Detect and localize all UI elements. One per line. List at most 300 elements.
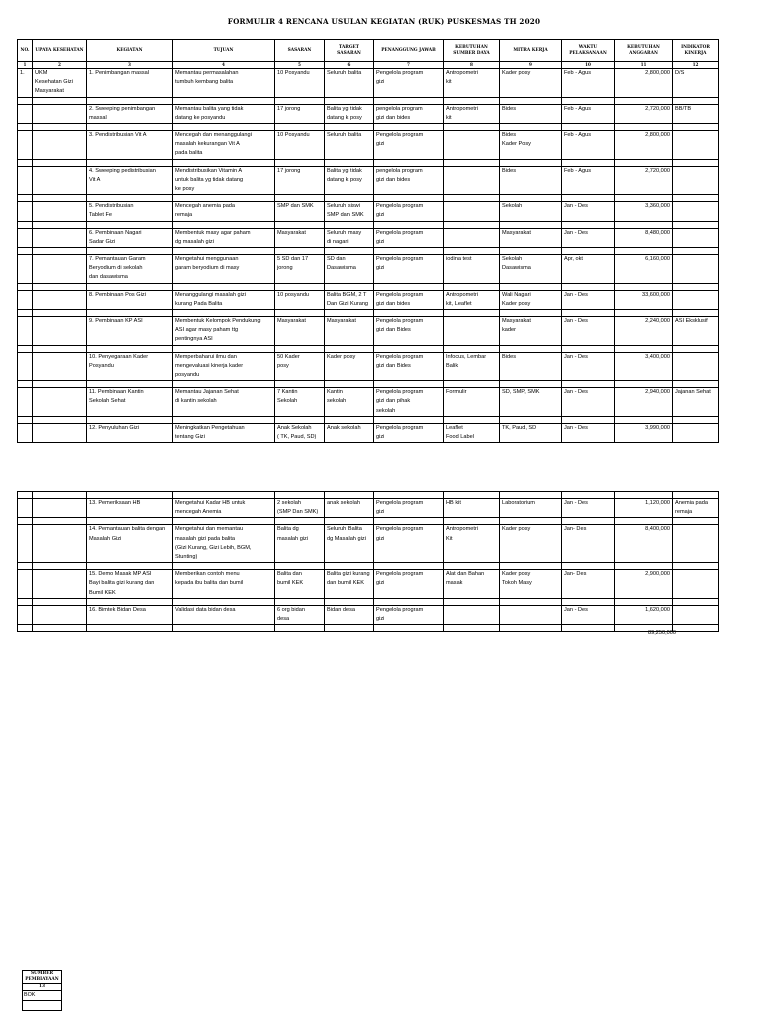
table-cell: [275, 195, 325, 202]
table-cell: [18, 283, 33, 290]
table-cell: [374, 492, 444, 499]
table-cell: [673, 570, 719, 599]
table-cell: Jan - Des: [562, 317, 615, 346]
table-cell: [18, 159, 33, 166]
table-row: [18, 563, 719, 570]
table-cell: [444, 248, 500, 255]
table-cell: Masyarakat: [500, 228, 562, 247]
table-cell: [18, 381, 33, 388]
table-cell: [275, 310, 325, 317]
table-row: [18, 159, 719, 166]
table-cell: 2,240,000: [615, 317, 673, 346]
table-cell: [33, 255, 87, 284]
table-cell: [500, 124, 562, 131]
column-number: 4: [173, 62, 275, 69]
table-cell: Jan - Des: [562, 352, 615, 381]
table-row: [18, 97, 719, 104]
table-cell: 17 jorong: [275, 104, 325, 123]
table-cell: Pengelola program gizi: [374, 423, 444, 442]
table-row: [18, 248, 719, 255]
table-cell: [562, 97, 615, 104]
table-cell: [673, 202, 719, 221]
table-cell: [275, 97, 325, 104]
table-cell: [615, 563, 673, 570]
table-cell: 11. Pembinaan Kantin Sekolah Sehat: [87, 388, 173, 417]
table-cell: SMP dan SMK: [275, 202, 325, 221]
table-cell: Kader posy: [325, 352, 374, 381]
table-cell: [18, 625, 33, 632]
table-cell: [173, 283, 275, 290]
table-cell: [500, 221, 562, 228]
table-cell: [673, 283, 719, 290]
table-cell: [374, 159, 444, 166]
table-cell: [444, 283, 500, 290]
table-row: [18, 221, 719, 228]
table-cell: [562, 625, 615, 632]
table-row: [18, 525, 719, 563]
table-cell: [173, 345, 275, 352]
table-cell: [500, 625, 562, 632]
column-header: KEGIATAN: [87, 40, 173, 62]
table-cell: pengelola program gizi dan bides: [374, 166, 444, 195]
table-cell: TK, Paud, SD: [500, 423, 562, 442]
table-row: [18, 416, 719, 423]
table-cell: Pengelola program gizi: [374, 69, 444, 98]
table-cell: [275, 381, 325, 388]
table-cell: [673, 221, 719, 228]
table-cell: [18, 525, 33, 563]
table-cell: [615, 310, 673, 317]
table-cell: [673, 563, 719, 570]
table-cell: [325, 221, 374, 228]
table-cell: Anak sekolah: [325, 423, 374, 442]
table-cell: [500, 381, 562, 388]
table-cell: [325, 159, 374, 166]
table-cell: [562, 563, 615, 570]
table-cell: 14. Pemantauan balita dengan Masalah Gizi: [87, 525, 173, 563]
table-cell: [87, 195, 173, 202]
table-row: [18, 290, 719, 309]
table-cell: [87, 598, 173, 605]
table-cell: [374, 563, 444, 570]
table-cell: UKM Kesehatan Gizi Masyarakat: [33, 69, 87, 98]
table-cell: 1.: [18, 69, 33, 98]
table-cell: 3,990,000: [615, 423, 673, 442]
table-cell: Antropometri kit: [444, 104, 500, 123]
table-cell: Jan - Des: [562, 605, 615, 624]
table-cell: [500, 159, 562, 166]
table-cell: 4. Sweeping pedistribusian Vit A: [87, 166, 173, 195]
table-cell: Seluruh balita: [325, 69, 374, 98]
table-cell: [18, 248, 33, 255]
table-cell: [325, 283, 374, 290]
table-cell: [87, 416, 173, 423]
table-cell: Mencegah anemia pada remaja: [173, 202, 275, 221]
table-cell: [33, 131, 87, 160]
table-cell: [33, 605, 87, 624]
table-cell: 2,720,000: [615, 104, 673, 123]
table-cell: [87, 221, 173, 228]
table-row: [18, 381, 719, 388]
table-cell: Kader posy: [500, 69, 562, 98]
table-cell: [615, 345, 673, 352]
table-cell: [562, 283, 615, 290]
table-cell: Memantau Jajanan Sehat di kantin sekolah: [173, 388, 275, 417]
column-header: KEBUTUHAN SUMBER DAYA: [444, 40, 500, 62]
table-cell: [615, 195, 673, 202]
table-cell: 1. Penimbangan massal: [87, 69, 173, 98]
table-cell: [18, 255, 33, 284]
table-cell: [33, 310, 87, 317]
table-cell: Memantau balita yang tidak datang ke posyandu: [173, 104, 275, 123]
table-cell: [173, 221, 275, 228]
table-cell: [673, 625, 719, 632]
table-cell: Infocus, Lembar Balik: [444, 352, 500, 381]
table-cell: Wali Nagari Kader posy: [500, 290, 562, 309]
table-cell: [33, 525, 87, 563]
table-cell: 1,120,000: [615, 499, 673, 518]
table-cell: [562, 310, 615, 317]
table-cell: Laboratorium: [500, 499, 562, 518]
table-cell: 16. Bimtek Bidan Desa: [87, 605, 173, 624]
table-row: [18, 605, 719, 624]
table-cell: [18, 104, 33, 123]
table-cell: 15. Demo Masak MP ASI Bayi balita gizi kurang dan Bumil KEK: [87, 570, 173, 599]
table-cell: 3,400,000: [615, 352, 673, 381]
table-cell: 13. Pemeriksaan HB: [87, 499, 173, 518]
table-cell: [673, 345, 719, 352]
table-row: [18, 195, 719, 202]
table-cell: [374, 345, 444, 352]
table-cell: 6,160,000: [615, 255, 673, 284]
table-cell: [562, 416, 615, 423]
funding-source-empty: [23, 1001, 61, 1010]
table-cell: Mengetahui Kadar HB untuk mencegah Anemia: [173, 499, 275, 518]
table-cell: [173, 310, 275, 317]
table-cell: [33, 499, 87, 518]
table-cell: Pengelola program gizi: [374, 525, 444, 563]
column-number: 10: [562, 62, 615, 69]
table-cell: [173, 492, 275, 499]
column-header: PENANGGUNG JAWAB: [374, 40, 444, 62]
table-cell: Alat dan Bahan masak: [444, 570, 500, 599]
table-cell: [33, 625, 87, 632]
table-cell: Jan - Des: [562, 202, 615, 221]
table-cell: [33, 563, 87, 570]
table-cell: 2,800,000: [615, 131, 673, 160]
table-row: [18, 69, 719, 98]
table-cell: [33, 248, 87, 255]
table-row: [18, 283, 719, 290]
table-cell: [275, 124, 325, 131]
table-cell: 8,400,000: [615, 525, 673, 563]
table-cell: 10. Penyegaraan Kader Posyandu: [87, 352, 173, 381]
table-cell: [18, 598, 33, 605]
table-cell: [500, 563, 562, 570]
table-cell: [444, 202, 500, 221]
table-row: [18, 310, 719, 317]
table-cell: [18, 166, 33, 195]
table-cell: [444, 195, 500, 202]
table-cell: Antropometri kit: [444, 69, 500, 98]
table-cell: Antropometri Kit: [444, 525, 500, 563]
table-cell: 2,800,000: [615, 69, 673, 98]
table-cell: Formulir: [444, 388, 500, 417]
table-cell: 9. Pembinaan KP ASI: [87, 317, 173, 346]
table-cell: [87, 345, 173, 352]
grand-total: 89,250,000: [648, 630, 676, 636]
table-cell: [374, 195, 444, 202]
table-cell: BB/TB: [673, 104, 719, 123]
column-number: 1: [18, 62, 33, 69]
table-cell: [33, 166, 87, 195]
table-cell: Jan- Des: [562, 570, 615, 599]
table-cell: [87, 518, 173, 525]
table-cell: Jan - Des: [562, 388, 615, 417]
table-row: [18, 423, 719, 442]
table-cell: Pengelola program gizi: [374, 131, 444, 160]
column-number: 6: [325, 62, 374, 69]
table-cell: Mencegah dan menanggulangi masalah kekurangan Vit A pada balita: [173, 131, 275, 160]
table-cell: Mendistribusikan Vitamin A untuk balita yg tidak datang ke posy: [173, 166, 275, 195]
table-cell: [18, 416, 33, 423]
table-cell: [173, 124, 275, 131]
table-row: [18, 625, 719, 632]
table-cell: Pengelola program gizi dan Bides: [374, 352, 444, 381]
table-cell: Meningkatkan Pengetahuan tentang Gizi: [173, 423, 275, 442]
table-row: [18, 492, 719, 499]
table-cell: [615, 492, 673, 499]
table-cell: [33, 283, 87, 290]
table-cell: Seluruh siswi SMP dan SMK: [325, 202, 374, 221]
table-cell: [18, 499, 33, 518]
table-cell: [33, 317, 87, 346]
table-cell: [500, 605, 562, 624]
table-row: [18, 124, 719, 131]
table-cell: Jan - Des: [562, 228, 615, 247]
table-cell: [673, 255, 719, 284]
table-row: [18, 166, 719, 195]
table-cell: [673, 423, 719, 442]
table-cell: [374, 310, 444, 317]
table-cell: 2. Sweeping penimbangan massal: [87, 104, 173, 123]
table-cell: Feb - Agus: [562, 104, 615, 123]
table-cell: iodina test: [444, 255, 500, 284]
table-cell: [615, 221, 673, 228]
table-cell: [673, 195, 719, 202]
table-cell: [673, 290, 719, 309]
table-cell: [18, 388, 33, 417]
table-cell: [444, 381, 500, 388]
table-cell: [562, 159, 615, 166]
table-cell: Balita yg tidak datang k posy: [325, 104, 374, 123]
table-cell: Balita dan bumil KEK: [275, 570, 325, 599]
table-cell: [500, 345, 562, 352]
table-cell: 10 posyandu: [275, 290, 325, 309]
table-cell: [33, 290, 87, 309]
table-cell: Bides Kader Posy: [500, 131, 562, 160]
table-cell: [615, 416, 673, 423]
table-cell: 10 Posyandu: [275, 131, 325, 160]
table-cell: [18, 202, 33, 221]
column-header: TARGET SASARAN: [325, 40, 374, 62]
table-cell: [33, 159, 87, 166]
table-cell: [87, 563, 173, 570]
table-cell: [325, 124, 374, 131]
table-cell: [325, 248, 374, 255]
table-cell: Memperbaharui ilmu dan mengevaluasi kinerja kader posyandu: [173, 352, 275, 381]
table-cell: [87, 124, 173, 131]
table-cell: [275, 492, 325, 499]
table-cell: [18, 131, 33, 160]
table-cell: [500, 598, 562, 605]
table-cell: HB kit: [444, 499, 500, 518]
table-cell: 2,940,000: [615, 388, 673, 417]
column-number: 8: [444, 62, 500, 69]
column-header: INDIKATOR KINERJA: [673, 40, 719, 62]
table-cell: [18, 221, 33, 228]
table-cell: Membentuk Kelompok Pendukung ASI agar masy paham ttg pentingnya ASI: [173, 317, 275, 346]
table-row: [18, 317, 719, 346]
table-cell: [500, 492, 562, 499]
table-row: [18, 570, 719, 599]
table-row: [18, 499, 719, 518]
table-cell: Membentuk masy agar paham dg masalah gizi: [173, 228, 275, 247]
table-cell: [173, 416, 275, 423]
table-cell: anak sekolah: [325, 499, 374, 518]
table-cell: [444, 166, 500, 195]
table-cell: 3. Pendistribusian Vit A: [87, 131, 173, 160]
table-cell: [444, 317, 500, 346]
table-cell: D/S: [673, 69, 719, 98]
column-number: 5: [275, 62, 325, 69]
table-cell: [500, 283, 562, 290]
table-cell: [18, 345, 33, 352]
table-cell: SD, SMP, SMK: [500, 388, 562, 417]
table-cell: [325, 492, 374, 499]
table-cell: Validasi data bidan desa: [173, 605, 275, 624]
table-cell: Feb - Agus: [562, 69, 615, 98]
table-cell: 2 sekolah (SMP Dan SMK): [275, 499, 325, 518]
ruk-table-part-2: [17, 491, 719, 632]
table-cell: Pengelola program gizi: [374, 202, 444, 221]
table-cell: [33, 221, 87, 228]
table-cell: [562, 124, 615, 131]
table-cell: [18, 423, 33, 442]
table-cell: [275, 283, 325, 290]
table-cell: [374, 221, 444, 228]
column-number: 12: [673, 62, 719, 69]
table-cell: [615, 97, 673, 104]
table-row: [18, 104, 719, 123]
table-cell: Balita gizi kurang dan bumil KEK: [325, 570, 374, 599]
table-cell: 12. Penyuluhan Gizi: [87, 423, 173, 442]
table-row: [18, 255, 719, 284]
table-cell: [673, 310, 719, 317]
table-cell: Jajanan Sehat: [673, 388, 719, 417]
table-cell: [18, 492, 33, 499]
column-number: 3: [87, 62, 173, 69]
table-cell: [444, 131, 500, 160]
table-cell: [87, 97, 173, 104]
column-header: KEBUTUHAN ANGGARAN: [615, 40, 673, 62]
table-cell: 6 org bidan desa: [275, 605, 325, 624]
column-header: WAKTU PELAKSANAAN: [562, 40, 615, 62]
table-cell: [562, 345, 615, 352]
table-cell: [500, 310, 562, 317]
column-number: 11: [615, 62, 673, 69]
table-cell: 8. Pembinaan Pos Gizi: [87, 290, 173, 309]
table-cell: [87, 159, 173, 166]
table-cell: 2,900,000: [615, 570, 673, 599]
table-cell: Feb - Agus: [562, 131, 615, 160]
table-cell: [673, 352, 719, 381]
table-cell: 50 Kader posy: [275, 352, 325, 381]
table-row: [18, 228, 719, 247]
table-cell: [615, 598, 673, 605]
table-cell: Menanggulangi masalah gizi kurang Pada Balita: [173, 290, 275, 309]
table-cell: Kader posy Tokoh Masy: [500, 570, 562, 599]
table-cell: [325, 345, 374, 352]
table-cell: [275, 518, 325, 525]
table-cell: Jan- Des: [562, 525, 615, 563]
table-cell: Kantin sekolah: [325, 388, 374, 417]
table-cell: [325, 416, 374, 423]
table-cell: Seluruh Balita dg Masalah gizi: [325, 525, 374, 563]
table-row: [18, 131, 719, 160]
table-cell: [500, 97, 562, 104]
table-cell: 3,360,000: [615, 202, 673, 221]
table-cell: [33, 124, 87, 131]
table-cell: 5. Pendistribusian Tablet Fe: [87, 202, 173, 221]
table-cell: [673, 166, 719, 195]
table-cell: [325, 310, 374, 317]
table-cell: [444, 228, 500, 247]
table-cell: Pengelola program gizi: [374, 499, 444, 518]
table-cell: Pengelola program gizi dan pihak sekolah: [374, 388, 444, 417]
table-cell: 1,620,000: [615, 605, 673, 624]
table-cell: [275, 345, 325, 352]
ruk-table-part-1: [17, 39, 719, 443]
table-cell: Pengelola program gizi: [374, 255, 444, 284]
table-cell: [444, 345, 500, 352]
table-cell: Sekolah: [500, 202, 562, 221]
table-cell: [33, 97, 87, 104]
table-cell: Jan - Des: [562, 423, 615, 442]
table-cell: Pengelola program gizi: [374, 605, 444, 624]
table-cell: Leaflet Food Label: [444, 423, 500, 442]
table-cell: Balita dg masalah gizi: [275, 525, 325, 563]
table-cell: [615, 381, 673, 388]
table-cell: Masyarakat: [275, 228, 325, 247]
table-cell: [444, 310, 500, 317]
table-cell: Kader posy: [500, 525, 562, 563]
table-cell: [673, 248, 719, 255]
table-cell: [33, 381, 87, 388]
table-cell: [173, 563, 275, 570]
table-cell: Masyarakat kader: [500, 317, 562, 346]
column-header: UPAYA KESEHATAN: [33, 40, 87, 62]
table-cell: [33, 345, 87, 352]
table-cell: Masyarakat: [325, 317, 374, 346]
table-cell: [33, 423, 87, 442]
table-cell: Bidan desa: [325, 605, 374, 624]
table-cell: [444, 492, 500, 499]
table-cell: [444, 563, 500, 570]
table-cell: [673, 492, 719, 499]
table-cell: [33, 388, 87, 417]
table-cell: [33, 202, 87, 221]
